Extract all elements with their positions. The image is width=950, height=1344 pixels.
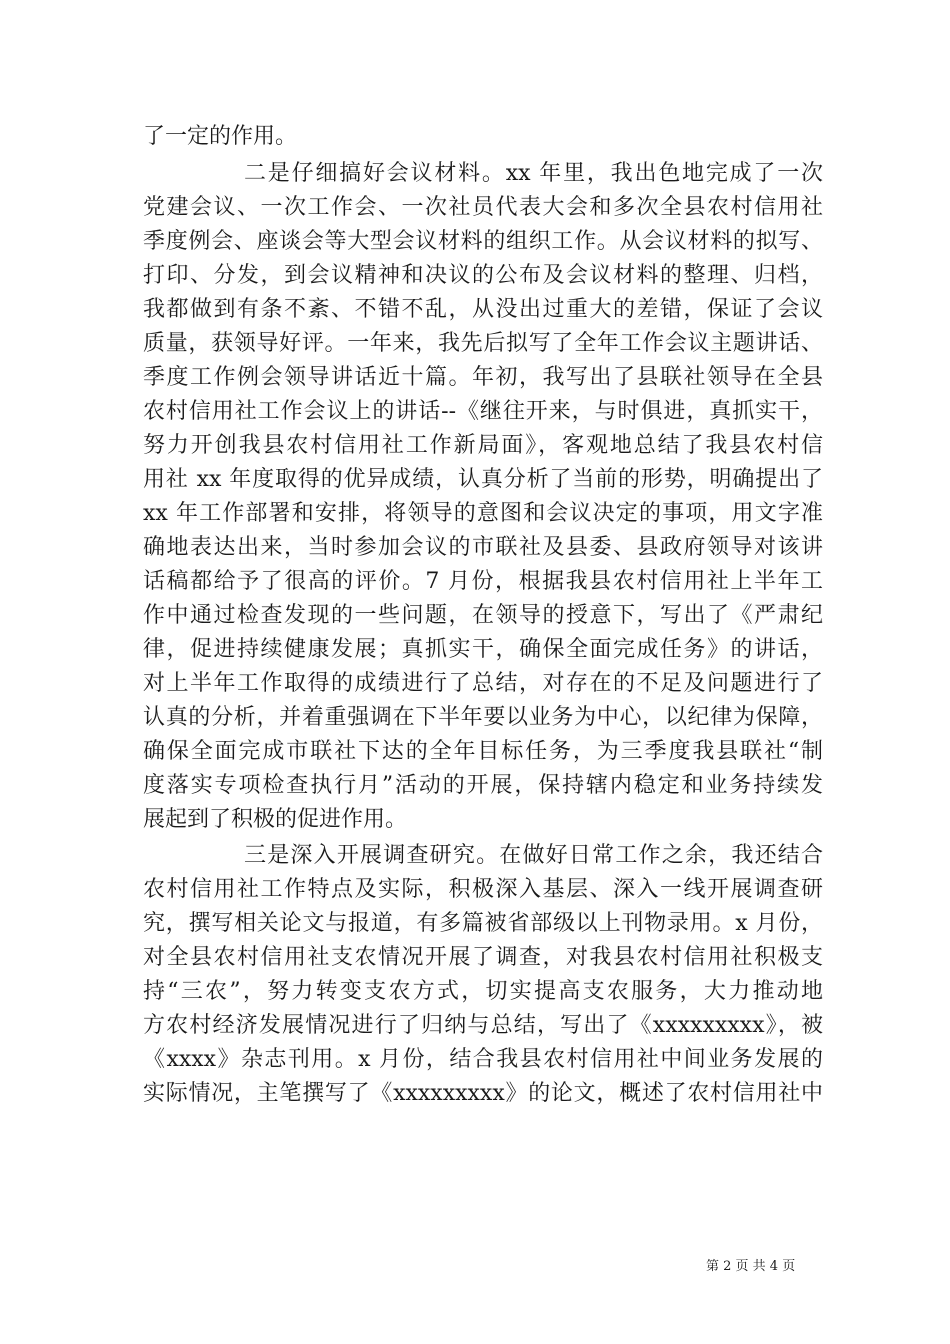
text-line: 作中通过检查发现的一些问题，在领导的授意下，写出了《严肃纪 <box>143 603 823 628</box>
page-number-footer: 第 2 页 共 4 页 <box>706 1259 796 1274</box>
text-line: 确地表达出来，当时参加会议的市联社及县委、县政府领导对该讲 <box>143 535 823 560</box>
text-line: 努力开创我县农村信用社工作新局面》，客观地总结了我县农村信 <box>143 433 823 458</box>
text-line: 党建会议、一次工作会、一次社员代表大会和多次全县农村信用社 <box>143 195 823 220</box>
text-line: 对全县农村信用社支农情况开展了调查，对我县农村信用社积极支 <box>143 945 823 970</box>
text-line: 持“三农”，努力转变支农方式，切实提高支农服务，大力推动地 <box>143 979 823 1004</box>
text-line: 方农村经济发展情况进行了归纳与总结，写出了《xxxxxxxxx》，被 <box>143 1013 823 1038</box>
text-line: 打印、分发，到会议精神和决议的公布及会议材料的整理、归档， <box>143 263 823 288</box>
text-line: 对上半年工作取得的成绩进行了总结，对存在的不足及问题进行了 <box>143 671 823 696</box>
text-line: 农村信用社工作会议上的讲话--《继往开来，与时俱进，真抓实干， <box>143 399 823 424</box>
text-line: xx 年工作部署和安排，将领导的意图和会议决定的事项，用文字准 <box>143 501 823 526</box>
paragraph-start-line: 二是仔细搞好会议材料。xx 年里，我出色地完成了一次 <box>244 161 823 186</box>
text-line: 《xxxx》杂志刊用。x 月份，结合我县农村信用社中间业务发展的 <box>143 1047 823 1072</box>
text-line: 我都做到有条不紊、不错不乱，从没出过重大的差错，保证了会议 <box>143 297 823 322</box>
text-line: 农村信用社工作特点及实际，积极深入基层、深入一线开展调查研 <box>143 877 823 902</box>
text-line: 了一定的作用。 <box>143 124 298 149</box>
text-line: 话稿都给予了很高的评价。7 月份，根据我县农村信用社上半年工 <box>143 569 823 594</box>
text-line: 用社 xx 年度取得的优异成绩，认真分析了当前的形势，明确提出了 <box>143 467 823 492</box>
text-line: 展起到了积极的促进作用。 <box>143 807 408 832</box>
text-line: 质量，获领导好评。一年来，我先后拟写了全年工作会议主题讲话、 <box>143 331 823 356</box>
text-line: 究，撰写相关论文与报道，有多篇被省部级以上刊物录用。x 月份， <box>143 911 823 936</box>
text-line: 确保全面完成市联社下达的全年目标任务，为三季度我县联社“制 <box>143 739 823 764</box>
text-line: 季度例会、座谈会等大型会议材料的组织工作。从会议材料的拟写、 <box>143 229 823 254</box>
text-line: 度落实专项检查执行月”活动的开展，保持辖内稳定和业务持续发 <box>143 773 823 798</box>
paragraph-start-line: 三是深入开展调查研究。在做好日常工作之余，我还结合 <box>244 843 823 868</box>
text-line: 认真的分析，并着重强调在下半年要以业务为中心，以纪律为保障， <box>143 705 823 730</box>
text-line: 实际情况，主笔撰写了《xxxxxxxxx》的论文，概述了农村信用社中 <box>143 1081 823 1106</box>
text-line: 季度工作例会领导讲话近十篇。年初，我写出了县联社领导在全县 <box>143 365 823 390</box>
text-line: 律，促进持续健康发展；真抓实干，确保全面完成任务》的讲话， <box>143 637 823 662</box>
